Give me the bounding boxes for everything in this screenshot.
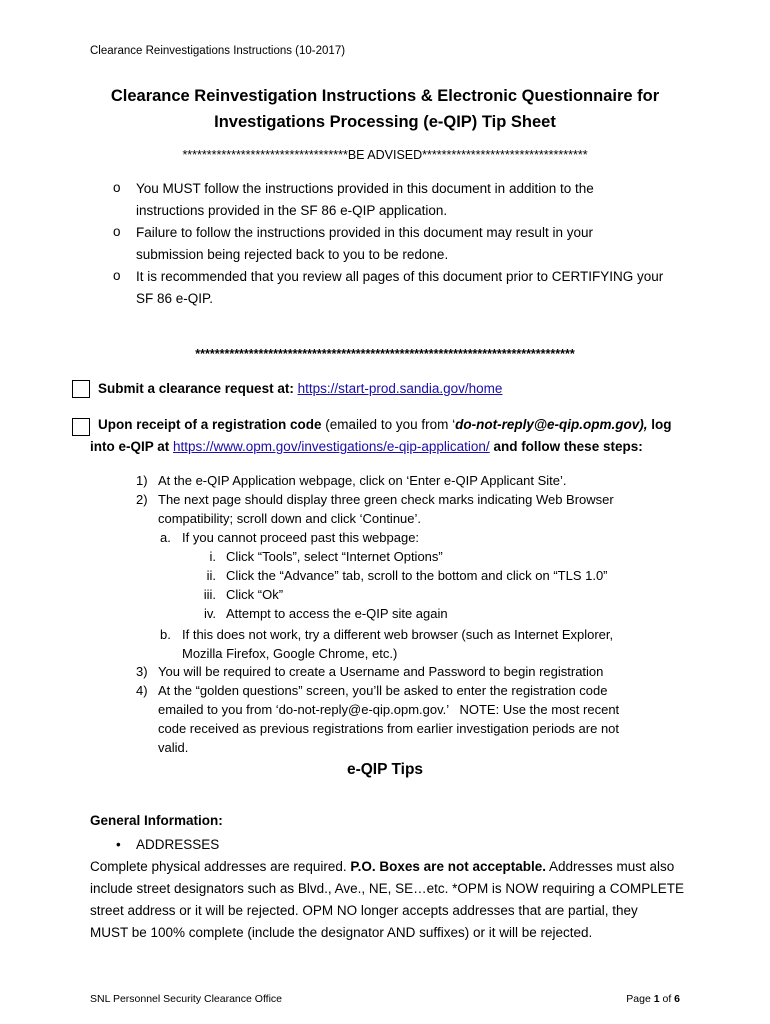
eqip-tips-heading: e-QIP Tips bbox=[346, 761, 424, 778]
substep-ii-text: Click the “Advance” tab, scroll to the bottom and click on “TLS 1.0” bbox=[226, 568, 608, 583]
step-2-line-1: The next page should display three green check marks indicating Web Browser bbox=[158, 492, 614, 507]
section-divider: ****************************************************************************** bbox=[195, 347, 575, 361]
submit-request-line bbox=[98, 378, 738, 400]
into-eqip-label: into e-QIP at bbox=[90, 439, 174, 454]
addresses-text: Complete physical addresses are required. bbox=[90, 859, 351, 874]
step-number: 2) bbox=[136, 492, 148, 507]
roman-numeral: i. bbox=[209, 549, 216, 564]
addresses-text: Addresses must also bbox=[545, 859, 675, 874]
noreply-email: do-not-reply@e-qip.opm.gov), bbox=[455, 417, 648, 432]
start-sandia-link[interactable]: https://start-prod.sandia.gov/home bbox=[297, 381, 503, 396]
opm-eqip-link[interactable]: https://www.opm.gov/investigations/e-qip-application/ bbox=[173, 439, 490, 454]
step-4-line-3: code received as previous registrations from earlier investigation periods are not bbox=[158, 721, 620, 736]
registration-code-line-1 bbox=[98, 414, 738, 436]
roman-numeral: iii. bbox=[203, 587, 216, 602]
step-3-text: You will be required to create a Username and Password to begin registration bbox=[158, 664, 604, 679]
footer-office: SNL Personnel Security Clearance Office bbox=[90, 993, 283, 1005]
step-2-line-2: compatibility; scroll down and click ‘Continue’. bbox=[158, 511, 422, 526]
substep-letter: b. bbox=[160, 627, 171, 642]
substep-letter: a. bbox=[160, 530, 171, 545]
registration-code-note: (emailed to you from ‘ bbox=[321, 417, 456, 432]
step-4-line-4: valid. bbox=[158, 740, 189, 755]
registration-code-label: Upon receipt of a registration code bbox=[98, 417, 322, 432]
list-bullet: o bbox=[113, 224, 121, 239]
page-title-line-2: Investigations Processing (e-QIP) Tip Sheet bbox=[214, 113, 556, 131]
step-4-line-2: emailed to you from ‘do-not-reply@e-qip.opm.gov.’ NOTE: Use the most recent bbox=[158, 702, 620, 717]
addresses-paragraph-line-1 bbox=[90, 856, 750, 878]
addresses-paragraph-line-2: include street designators such as Blvd., Ave., NE, SE…etc. *OPM is NOW requiring a COMPLETE bbox=[90, 881, 684, 896]
list-bullet: o bbox=[113, 180, 121, 195]
addresses-paragraph-line-4: MUST be 100% complete (include the designator AND suffixes) or it will be rejected. bbox=[90, 925, 593, 940]
substep-b-line-1: If this does not work, try a different web browser (such as Internet Explorer, bbox=[182, 627, 614, 642]
advised-item-1-line-1: You MUST follow the instructions provided in this document in addition to the bbox=[136, 181, 594, 196]
of-word: of bbox=[659, 993, 675, 1005]
addresses-label: ADDRESSES bbox=[136, 837, 220, 852]
list-bullet: o bbox=[113, 268, 121, 283]
page-word: Page bbox=[626, 993, 654, 1005]
advised-item-2-line-1: Failure to follow the instructions provided in this document may result in your bbox=[136, 225, 593, 240]
advised-item-1-line-2: instructions provided in the SF 86 e-QIP application. bbox=[136, 203, 448, 218]
page-indicator bbox=[610, 993, 680, 1005]
substep-iii-text: Click “Ok” bbox=[226, 587, 284, 602]
list-bullet: • bbox=[116, 837, 121, 852]
page-number: 1 bbox=[653, 993, 660, 1005]
advised-item-3-line-1: It is recommended that you review all pages of this document prior to CERTIFYING your bbox=[136, 269, 664, 284]
substep-i-text: Click “Tools”, select “Internet Options” bbox=[226, 549, 443, 564]
be-advised-banner: **********************************BE ADVISED********************************** bbox=[182, 148, 588, 162]
substep-iv-text: Attempt to access the e-QIP site again bbox=[226, 606, 448, 621]
page-title-line-1: Clearance Reinvestigation Instructions & Electronic Questionnaire for bbox=[110, 87, 660, 105]
step-number: 3) bbox=[136, 664, 148, 679]
advised-item-2-line-2: submission being rejected back to you to be redone. bbox=[136, 247, 449, 262]
page-total: 6 bbox=[674, 993, 680, 1005]
step-1-text: At the e-QIP Application webpage, click on ‘Enter e-QIP Applicant Site’. bbox=[158, 473, 567, 488]
general-information-heading: General Information: bbox=[90, 813, 223, 828]
advised-item-3-line-2: SF 86 e-QIP. bbox=[136, 291, 214, 306]
substep-b-line-2: Mozilla Firefox, Google Chrome, etc.) bbox=[182, 646, 398, 661]
roman-numeral: iv. bbox=[203, 606, 216, 621]
step-4-line-1: At the “golden questions” screen, you’ll be asked to enter the registration code bbox=[158, 683, 608, 698]
registration-code-checkbox[interactable] bbox=[72, 418, 90, 436]
substep-a-text: If you cannot proceed past this webpage: bbox=[182, 530, 420, 545]
submit-request-checkbox[interactable] bbox=[72, 380, 90, 398]
step-number: 4) bbox=[136, 683, 148, 698]
po-box-warning: P.O. Boxes are not acceptable. bbox=[350, 859, 546, 874]
submit-request-label: Submit a clearance request at: bbox=[98, 381, 298, 396]
document-header-label: Clearance Reinvestigations Instructions (10-2017) bbox=[90, 45, 346, 57]
roman-numeral: ii. bbox=[206, 568, 216, 583]
addresses-paragraph-line-3: street address or it will be rejected. OPM NO longer accepts addresses that are partial, they bbox=[90, 903, 638, 918]
registration-code-line-2 bbox=[90, 436, 740, 458]
follow-steps-label: and follow these steps: bbox=[489, 439, 643, 454]
log-word: log bbox=[647, 417, 672, 432]
step-number: 1) bbox=[136, 473, 148, 488]
